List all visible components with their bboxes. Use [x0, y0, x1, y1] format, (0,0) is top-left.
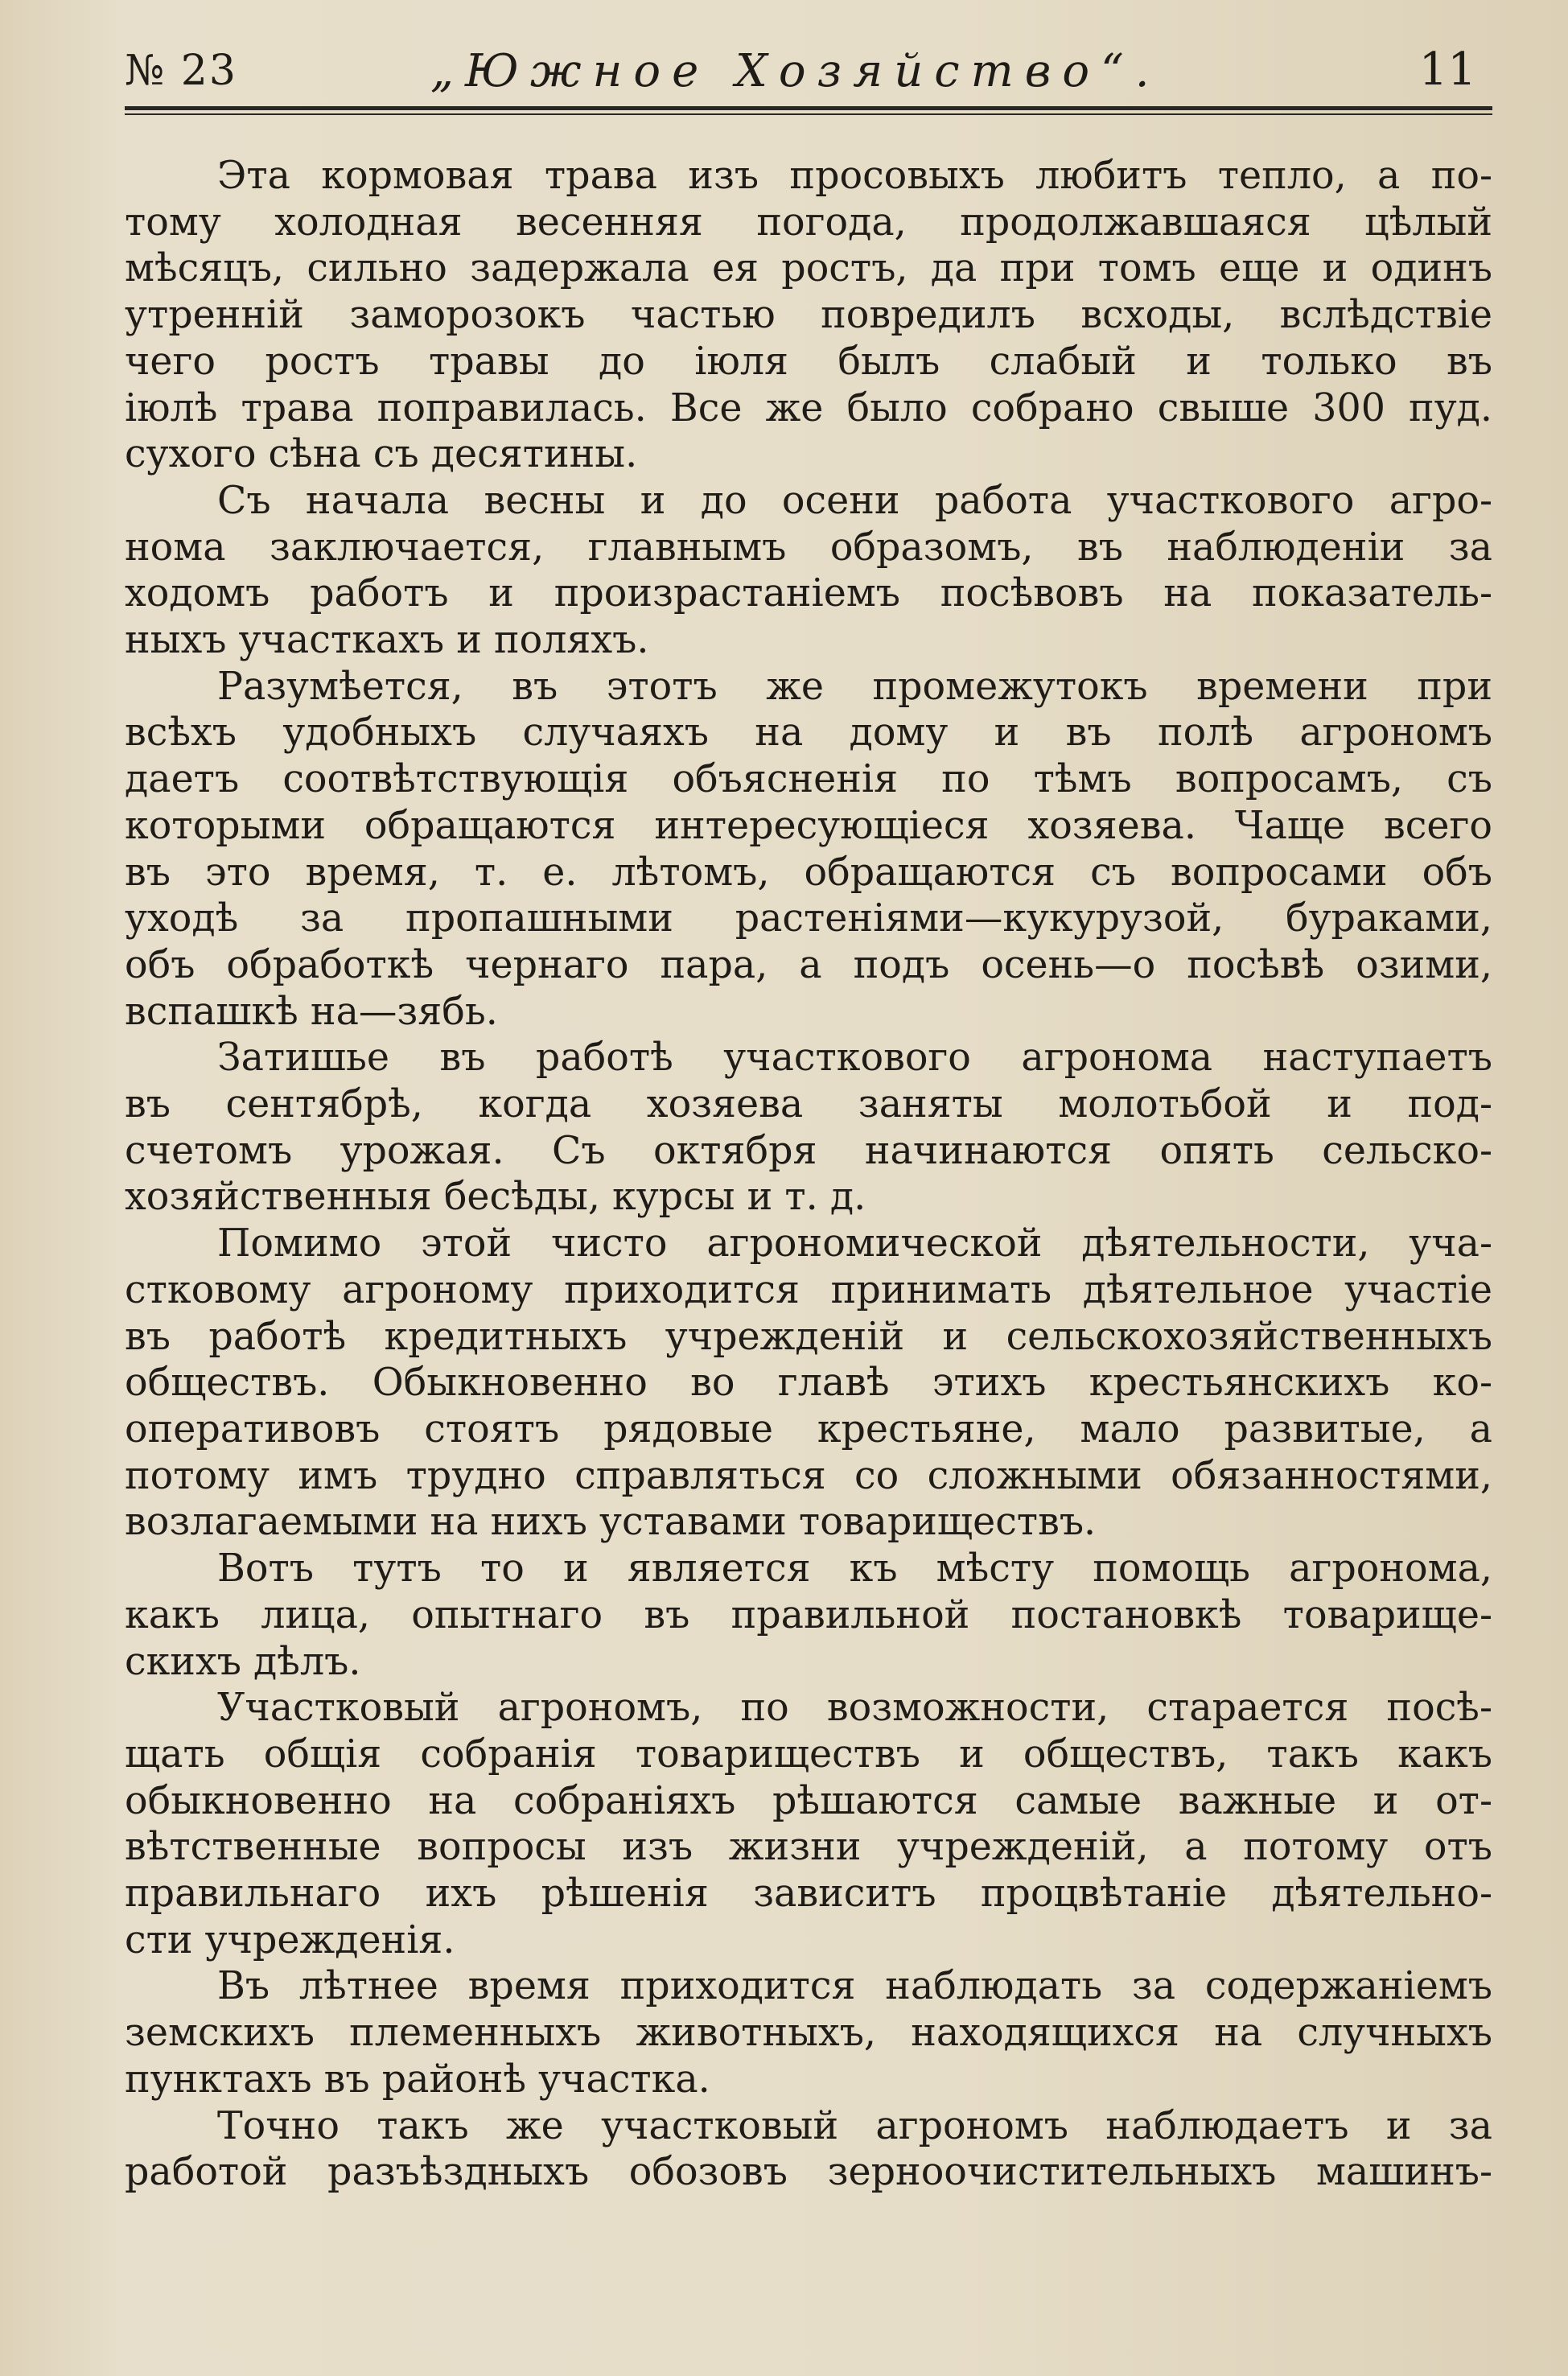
text-line: Точно такъ же участковый агрономъ наблюдаетъ и за	[217, 2103, 1492, 2148]
text-line: Помимо этой чисто агрономической дѣятельности, уча-	[217, 1221, 1492, 1266]
header-rule-thin	[125, 113, 1492, 115]
text-line: въ это время, т. е. лѣтомъ, обращаются съ вопросами объ	[125, 850, 1492, 895]
text-line: въ сентябрѣ, когда хозяева заняты молотьбой и под-	[125, 1082, 1492, 1127]
text-line: щать общія собранія товариществъ и обществъ, такъ какъ	[125, 1732, 1492, 1777]
text-line: Въ лѣтнее время приходится наблюдать за содержаніемъ	[217, 1964, 1492, 2009]
text-line: уходѣ за пропашными растеніями—кукурузой, бураками,	[125, 896, 1492, 941]
text-line: пунктахъ въ районѣ участка.	[125, 2057, 710, 2102]
text-line: какъ лица, опытнаго въ правильной постановкѣ товарище-	[125, 1592, 1492, 1637]
text-line: потому имъ трудно справляться со сложными обязанностями,	[125, 1453, 1492, 1498]
header-rule-thick	[125, 106, 1492, 110]
text-line: вѣтственные вопросы изъ жизни учрежденій, а потому отъ	[125, 1825, 1492, 1870]
text-line: нома заключается, главнымъ образомъ, въ наблюденіи за	[125, 525, 1492, 570]
text-line: Участковый агрономъ, по возможности, старается посѣ-	[217, 1686, 1492, 1731]
text-line: чего ростъ травы до іюля былъ слабый и только въ	[125, 339, 1492, 384]
text-line: которыми обращаются интересующіеся хозяева. Чаще всего	[125, 803, 1492, 848]
paragraph	[125, 1685, 1492, 1963]
text-line: Затишье въ работѣ участкового агронома наступаетъ	[217, 1036, 1492, 1081]
text-line: счетомъ урожая. Съ октября начинаются опять сельско-	[125, 1128, 1492, 1173]
text-line: утренній заморозокъ частью повредилъ всходы, вслѣдствіе	[125, 293, 1492, 338]
text-line: правильнаго ихъ рѣшенія зависитъ процвѣтаніе дѣятельно-	[125, 1872, 1492, 1917]
text-line: объ обработкѣ чернаго пара, а подъ осень—о посѣвѣ озими,	[125, 942, 1492, 987]
text-line: обыкновенно на собраніяхъ рѣшаются самые важные и от-	[125, 1778, 1492, 1823]
text-line: скихъ дѣлъ.	[125, 1639, 361, 1684]
journal-title: „Южное Хозяйство“.	[430, 45, 1161, 97]
text-line: обществъ. Обыкновенно во главѣ этихъ крестьянскихъ ко-	[125, 1361, 1492, 1406]
text-line: тому холодная весенняя погода, продолжавшаяся цѣлый	[125, 200, 1492, 245]
text-line: ходомъ работъ и произрастаніемъ посѣвовъ на показатель-	[125, 571, 1492, 616]
running-header	[125, 39, 1492, 111]
text-line: въ работѣ кредитныхъ учрежденій и сельскохозяйственныхъ	[125, 1314, 1492, 1359]
text-line: Разумѣется, въ этотъ же промежутокъ времени при	[217, 664, 1492, 709]
paragraph	[125, 1546, 1492, 1685]
text-line: стковому агроному приходится принимать дѣятельное участіе	[125, 1267, 1492, 1312]
text-line: земскихъ племенныхъ животныхъ, находящихся на случныхъ	[125, 2011, 1492, 2056]
text-line: оперативовъ стоятъ рядовые крестьяне, мало развитые, а	[125, 1406, 1492, 1452]
paragraph	[125, 2103, 1492, 2196]
text-line: возлагаемыми на нихъ уставами товариществъ.	[125, 1500, 1097, 1545]
text-line: мѣсяцъ, сильно задержала ея ростъ, да при томъ еще и одинъ	[125, 246, 1492, 291]
paragraph	[125, 478, 1492, 664]
text-line: даетъ соотвѣтствующія объясненія по тѣмъ вопросамъ, съ	[125, 757, 1492, 802]
article-body	[125, 153, 1492, 2196]
text-line: вспашкѣ на—зябь.	[125, 989, 498, 1034]
text-line: сухого сѣна съ десятины.	[125, 432, 638, 477]
text-line: Вотъ тутъ то и является къ мѣсту помощь агронома,	[217, 1546, 1492, 1592]
text-line: іюлѣ трава поправилась. Все же было собрано свыше 300 пуд.	[125, 385, 1492, 430]
paragraph	[125, 1035, 1492, 1221]
paragraph	[125, 1221, 1492, 1546]
text-line: всѣхъ удобныхъ случаяхъ на дому и въ полѣ агрономъ	[125, 710, 1492, 756]
text-line: ныхъ участкахъ и поляхъ.	[125, 618, 649, 663]
text-line: сти учрежденія.	[125, 1917, 455, 1962]
paragraph	[125, 664, 1492, 1036]
text-line: хозяйственныя бесѣды, курсы и т. д.	[125, 1175, 866, 1220]
text-line: Эта кормовая трава изъ просовыхъ любитъ тепло, а по-	[217, 154, 1492, 198]
paragraph	[125, 153, 1492, 478]
issue-number: № 23	[125, 47, 237, 95]
text-line: Съ начала весны и до осени работа участкового агро-	[217, 478, 1492, 523]
text-line: работой разъѣздныхъ обозовъ зерноочистительныхъ машинъ-	[125, 2150, 1492, 2195]
page-number: 11	[1418, 43, 1476, 96]
paragraph	[125, 1963, 1492, 2102]
